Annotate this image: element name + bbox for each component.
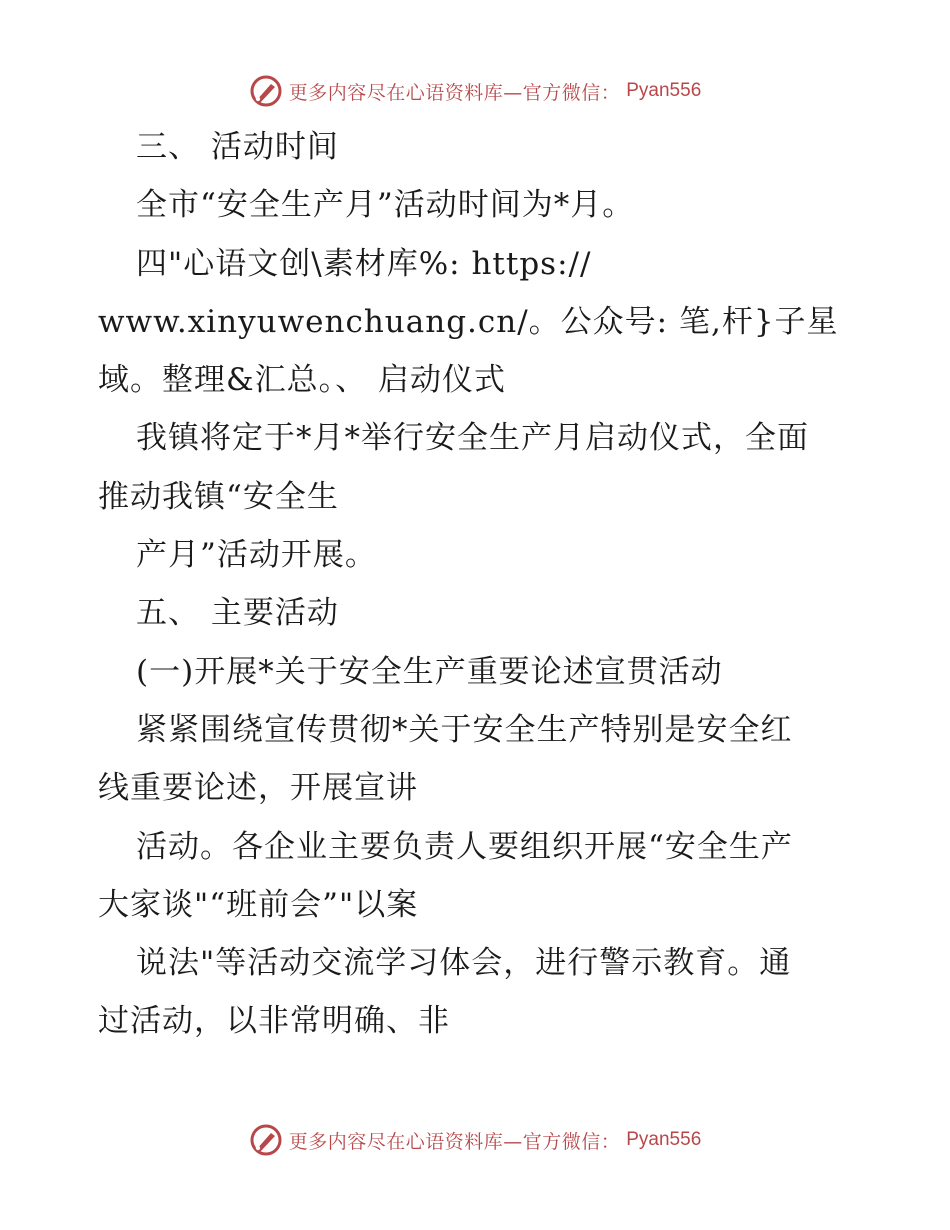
text-line-2: 全市“安全生产月”活动时间为*月。 [136, 187, 635, 224]
text-line-7: 推动我镇“安全生 [98, 478, 339, 515]
text-line-5: 域。整理&汇总。、 启动仪式 [98, 362, 506, 399]
watermark-wechat-id: Pyan556 [626, 1129, 702, 1150]
pen-in-circle-icon [249, 74, 283, 108]
text-line-15: 说法"等活动交流学习体会，进行警示教育。通 [136, 945, 792, 982]
footer-watermark [0, 1120, 950, 1160]
text-line-10: (一)开展*关于安全生产重要论述宣贯活动 [136, 653, 723, 690]
text-line-12: 线重要论述，开展宣讲 [98, 770, 418, 807]
text-line-13: 活动。各企业主要负责人要组织开展“安全生产 [136, 828, 793, 865]
text-line-14: 大家谈"“班前会”"以案 [98, 886, 419, 923]
watermark-text: 更多内容尽在心语资料库—官方微信： [288, 81, 621, 104]
watermark-text: 更多内容尽在心语资料库—官方微信： [288, 1130, 621, 1153]
text-line-11: 紧紧围绕宣传贯彻*关于安全生产特别是安全红 [136, 711, 793, 748]
text-line-3: 四"心语文创\素材库%: https:// [136, 245, 592, 282]
document-body [98, 118, 858, 1051]
text-line-8: 产月”活动开展。 [136, 537, 377, 574]
text-line-9: 五、 主要活动 [136, 595, 339, 632]
pen-in-circle-icon [249, 1123, 283, 1157]
header-watermark [0, 71, 950, 111]
text-line-16: 过活动，以非常明确、非 [98, 1003, 450, 1040]
text-line-4: www.xinyuwenchuang.cn/。公众号: 笔,杆}子星 [98, 303, 839, 340]
watermark-wechat-id: Pyan556 [626, 80, 702, 101]
text-line-6: 我镇将定于*月*举行安全生产月启动仪式，全面 [136, 420, 809, 457]
text-line-1: 三、 活动时间 [136, 129, 339, 165]
